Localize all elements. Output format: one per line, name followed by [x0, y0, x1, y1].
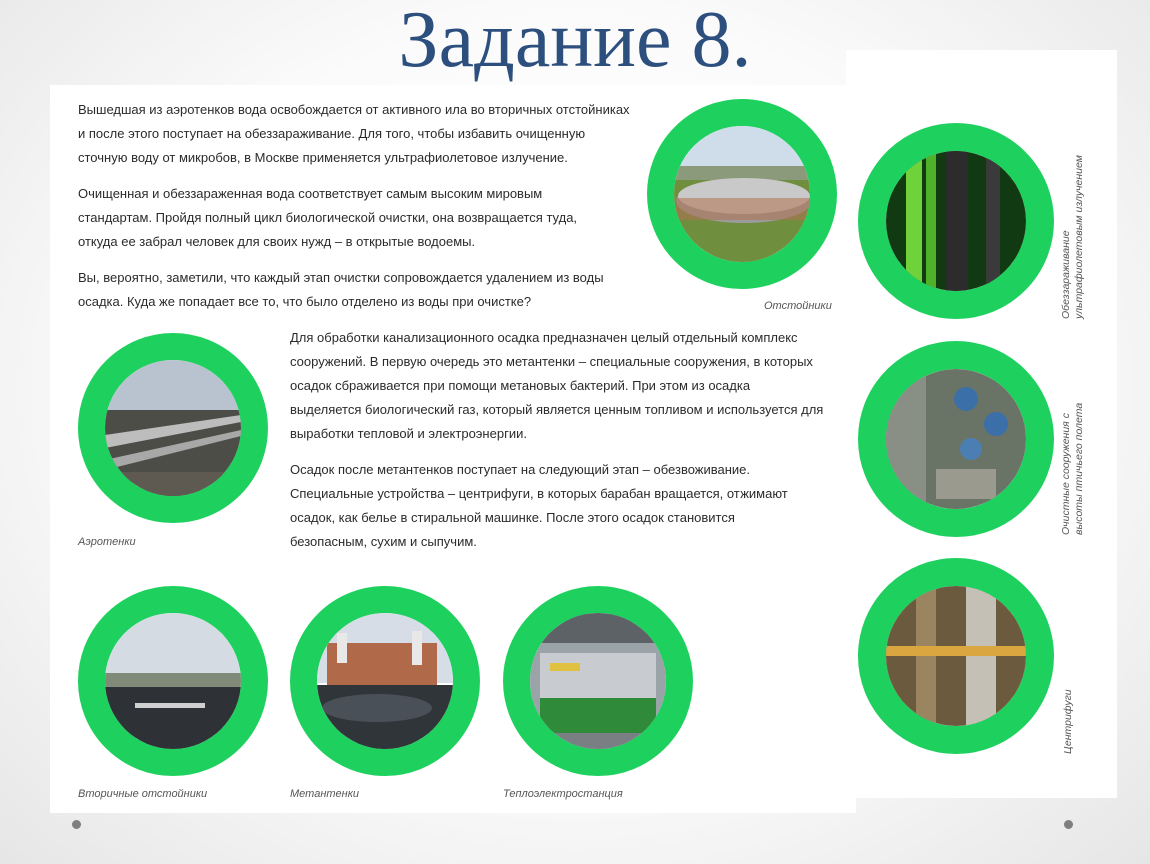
paragraph-sediment-question — [78, 266, 638, 314]
paragraph-4: Для обработки канализационного осадка предназначен целый отдельный комплекс сооружений. В первую очередь это метантенки – специальные сооружения, в которых осадок сбраживается при помощи метановых бактерий. При этом из осадка выделяется биологический газ, который является ценным топливом и используется для выработки тепловой и электроэнергии. — [290, 330, 824, 441]
caption-aerial-view: Очистные сооружения с высоты птичьего полета — [1060, 402, 1085, 535]
caption-settling-tanks: Отстойники — [764, 300, 832, 312]
paragraph-methane-tanks — [290, 326, 825, 446]
paragraph-2: Очищенная и обеззараженная вода соответствует самым высоким мировым стандартам. Пройдя полный цикл биологической очистки, она возвращается туда, откуда ее забрал человек для своих нужд – в открытые водоемы. — [78, 186, 578, 249]
caption-aeration-tanks: Аэротенки — [78, 536, 136, 548]
paragraph-dewatering — [290, 458, 815, 554]
photo-secondary-settling-tanks — [78, 586, 268, 776]
paragraph-5: Осадок после метантенков поступает на следующий этап – обезвоживание. Специальные устройства – центрифуги, в которых барабан вращается, отжимают осадок, как белье в стиральной машинке. После этого осадок становится безопасным, сухим и сыпучим. — [290, 462, 788, 549]
photo-uv-disinfection — [858, 123, 1054, 319]
slide-dot-right — [1064, 820, 1073, 829]
photo-aeration-tanks — [78, 333, 268, 523]
photo-thermal-power-station — [503, 586, 693, 776]
caption-centrifuges: Центрифуги — [1062, 689, 1074, 754]
paragraph-standards — [78, 182, 618, 254]
caption-methane-tanks: Метантенки — [290, 788, 360, 800]
paragraph-3: Вы, вероятно, заметили, что каждый этап очистки сопровождается удалением из воды осадка. Куда же попадает все то, что было отделено из воды при очистке? — [78, 270, 604, 309]
slide-title: Задание 8. — [398, 0, 752, 84]
paragraph-1: Вышедшая из аэротенков вода освобождается от активного ила во вторичных отстойниках и после этого поступает на обеззараживание. Для того, чтобы избавить очищенную сточную воду от микробов, в Москве применяется ультрафиолетовое излучение. — [78, 102, 630, 165]
caption-uv-disinfection: Обеззараживание ультрафиолетовым излучением — [1060, 155, 1085, 319]
caption-secondary-settling-tanks: Вторичные отстойники — [78, 788, 208, 800]
slide-dot-left — [72, 820, 81, 829]
photo-settling-tanks — [647, 99, 837, 289]
caption-thermal-power-station: Теплоэлектростанция — [503, 788, 623, 800]
photo-methane-tanks — [290, 586, 480, 776]
photo-centrifuges — [858, 558, 1054, 754]
photo-aerial-view — [858, 341, 1054, 537]
paragraph-intro — [78, 98, 638, 170]
